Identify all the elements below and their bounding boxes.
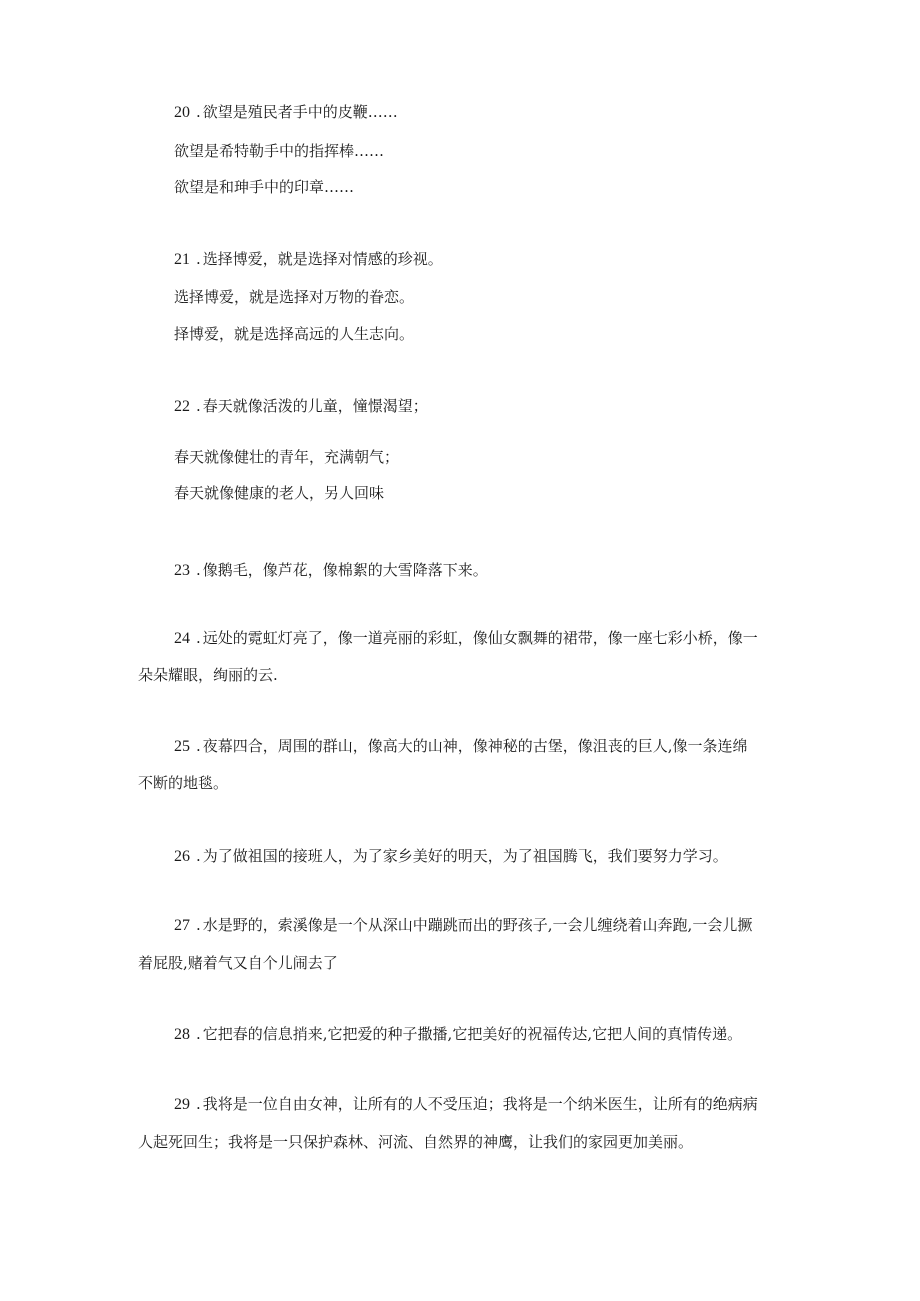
- item-dot: .: [196, 250, 201, 268]
- item-text: 远处的霓虹灯亮了，像一道亮丽的彩虹，像仙女飘舞的裙带，像一座七彩小桥，像一: [202, 629, 758, 647]
- item-dot: .: [196, 737, 201, 755]
- item-dot: .: [196, 847, 201, 865]
- item-number: 27: [174, 917, 190, 934]
- item-dot: .: [196, 629, 201, 647]
- item-number: 20: [174, 104, 190, 121]
- item-24-line-1: [174, 627, 758, 650]
- item-number: 29: [174, 1096, 190, 1113]
- item-28-line-1: [174, 1023, 742, 1046]
- item-22-line-3: 春天就像健康的老人，另人回味: [174, 484, 385, 502]
- item-22-line-1: [174, 395, 428, 418]
- item-21-line-1: [174, 248, 443, 271]
- item-dot: .: [196, 1025, 201, 1043]
- item-26-line-1: [174, 845, 728, 868]
- item-text: 它把春的信息捎来,它把爱的种子撒播,它把美好的祝福传达,它把人间的真情传递。: [202, 1025, 743, 1043]
- item-20-line-1: [174, 101, 398, 124]
- item-29-line-1: [174, 1093, 758, 1116]
- item-number: 26: [174, 848, 190, 865]
- item-27-line-1: [174, 914, 752, 937]
- item-number: 21: [174, 251, 190, 268]
- item-27-line-2: 着屁股,赌着气又自个儿闹去了: [138, 954, 338, 972]
- item-text: 选择博爱，就是选择对情感的珍视。: [202, 250, 443, 268]
- item-dot: .: [196, 103, 201, 121]
- item-text: 我将是一位自由女神，让所有的人不受压迫；我将是一个纳米医生，让所有的绝病病: [202, 1095, 758, 1113]
- item-number: 23: [174, 562, 190, 579]
- item-text: 为了做祖国的接班人，为了家乡美好的明天，为了祖国腾飞，我们要努力学习。: [202, 847, 728, 865]
- item-text: 水是野的，索溪像是一个从深山中蹦跳而出的野孩子,一会儿缠绕着山奔跑,一会儿撅: [202, 916, 753, 934]
- item-number: 24: [174, 630, 190, 647]
- item-number: 22: [174, 398, 190, 415]
- item-24-line-2: 朵朵耀眼，绚丽的云.: [138, 666, 278, 684]
- item-21-line-3: 择博爱，就是选择高远的人生志向。: [174, 325, 415, 343]
- item-number: 25: [174, 738, 190, 755]
- item-21-line-2: 选择博爱，就是选择对万物的眷恋。: [174, 288, 415, 306]
- item-dot: .: [196, 1095, 201, 1113]
- item-dot: .: [196, 916, 201, 934]
- item-dot: .: [196, 561, 201, 579]
- item-29-line-2: 人起死回生；我将是一只保护森林、河流、自然界的神鹰，让我们的家园更加美丽。: [138, 1133, 694, 1151]
- item-text: 欲望是殖民者手中的皮鞭……: [202, 103, 398, 121]
- item-25-line-1: [174, 735, 748, 758]
- item-23-line-1: [174, 559, 488, 582]
- item-text: 春天就像活泼的儿童，憧憬渴望；: [202, 397, 428, 415]
- item-22-line-2: 春天就像健壮的青年，充满朝气；: [174, 448, 400, 466]
- item-text: 夜幕四合，周围的群山，像高大的山神，像神秘的古堡，像沮丧的巨人,像一条连绵: [202, 737, 748, 755]
- item-20-line-3: 欲望是和珅手中的印章……: [174, 178, 355, 196]
- item-number: 28: [174, 1026, 190, 1043]
- item-dot: .: [196, 397, 201, 415]
- item-25-line-2: 不断的地毯。: [138, 774, 229, 792]
- item-text: 像鹅毛，像芦花，像棉絮的大雪降落下来。: [202, 561, 488, 579]
- item-20-line-2: 欲望是希特勒手中的指挥棒……: [174, 142, 385, 160]
